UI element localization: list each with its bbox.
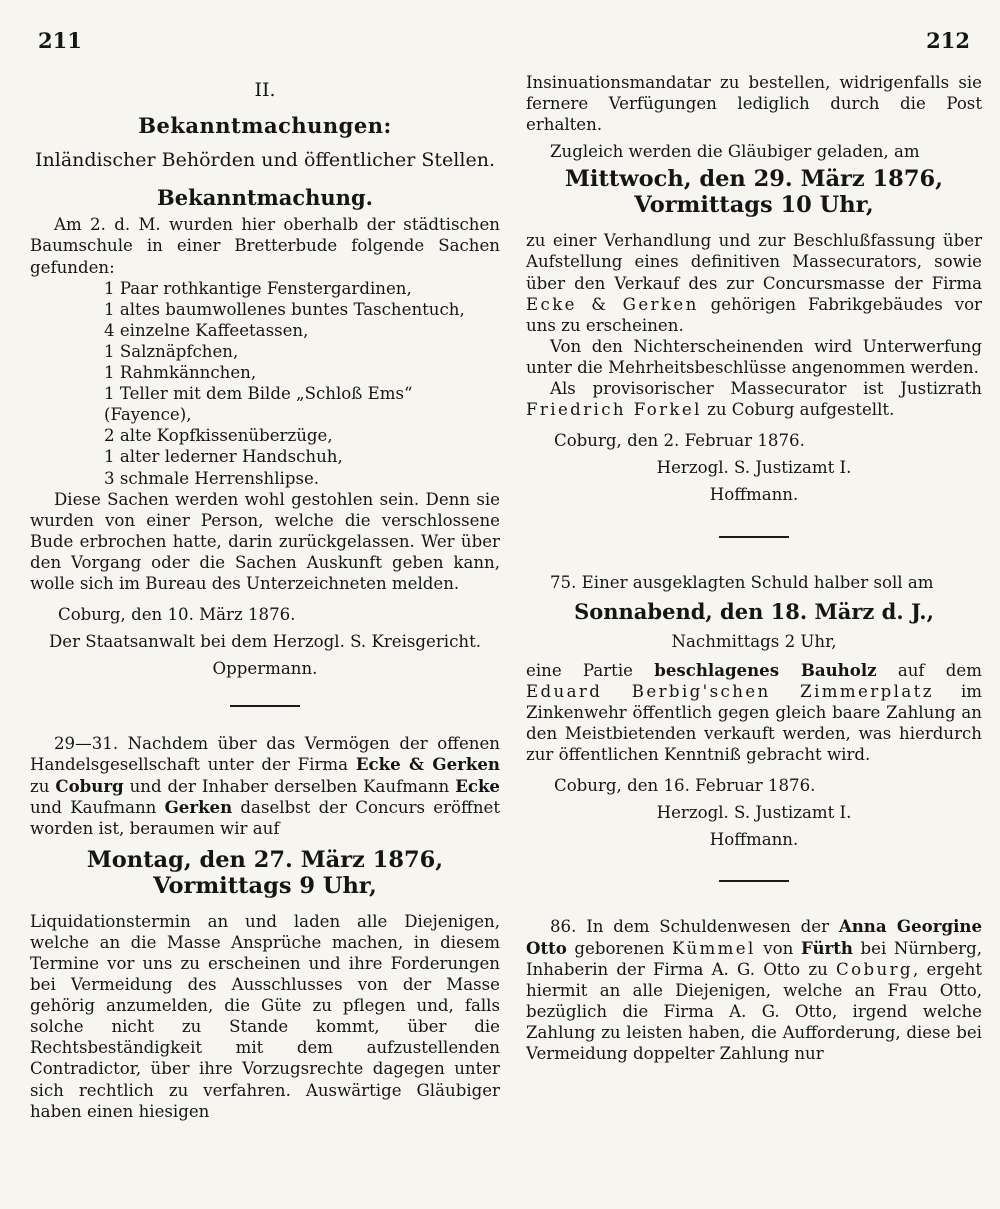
place-date: Coburg, den 2. Februar 1876. [554, 431, 805, 451]
maiden-name: Kümmel [672, 938, 756, 958]
signature: Hoffmann. [709, 830, 799, 850]
firm-name: Ecke & Gerken [526, 294, 699, 314]
auction-time: Nachmittags 2 Uhr, [671, 631, 837, 651]
divider [230, 705, 300, 707]
text: , ergeht hiermit an alle Diejenigen, welche an Frau Otto, bezüglich die Firma A. G. Otto, irgend welche Zahlung zu leisten haben, die Aufforderung, diese bei Vermeidung doppelter Zahlung nur [526, 959, 982, 1063]
text: 29—31. Nachdem über das Vermögen der offenen Handelsgesellschaft unter der Firma [30, 734, 500, 775]
place-date: Coburg, den 16. Februar 1876. [554, 776, 816, 796]
debt-notice [526, 916, 982, 1064]
firm-name: Ecke & Gerken [355, 754, 500, 775]
text: daselbst der Concurs eröffnet worden ist, beraumen wir auf [30, 797, 500, 838]
text: geborenen [566, 938, 673, 958]
page-number-left: 211 [38, 28, 82, 53]
list-item: 1 Teller mit dem Bilde „Schloß Ems“ (Fayence), [104, 384, 413, 425]
notice-intro: Am 2. d. M. wurden hier oberhalb der städtischen Baumschule in einer Bretterbude folgende Sachen gefunden: [30, 215, 500, 277]
text: zu [800, 959, 836, 979]
page-number-right: 212 [926, 28, 970, 53]
text: bei Nürnberg, Inhaberin der Firma [526, 938, 982, 979]
text: im Zinkenwehr öffentlich gegen gleich baare Zahlung an den Meistbietenden verkauft werden, was hierdurch zur öffentlichen Kenntniß gebracht wird. [526, 681, 982, 765]
list-item: 1 altes baumwollenes buntes Taschentuch, [104, 299, 465, 319]
city-name: Coburg [55, 775, 124, 796]
list-item: 3 schmale Herrenshlipse. [104, 468, 320, 488]
issuing-office: Herzogl. S. Justizamt I. [656, 803, 852, 823]
continuation-text: Insinuationsmandatar zu bestellen, widrigenfalls sie fernere Verfügungen lediglich durch die Post erhalten. [526, 73, 982, 135]
text: Als provisorischer Massecurator ist Justizrath [550, 379, 982, 399]
section-heading: Bekanntmachungen: [138, 113, 392, 139]
curator-name: Friedrich Forkel [526, 400, 702, 420]
concurs-notice-intro [30, 733, 500, 838]
list-item: 1 alter lederner Handschuh, [104, 447, 343, 467]
text: zu einer Verhandlung und zur Beschlußfassung über Aufstellung eines definitiven Massecurators, sowie über den Verkauf des zur Concursmasse der Firma [526, 231, 982, 293]
meeting-date [526, 166, 982, 218]
list-item: 2 alte Kopfkissenüberzüge, [104, 426, 333, 446]
text: zu [30, 776, 56, 796]
signature: Hoffmann. [709, 485, 799, 505]
text: eine Partie [526, 660, 655, 680]
right-column [526, 72, 982, 1064]
text: 86. In dem Schuldenwesen der [550, 917, 839, 937]
text: und der Inhaber derselben Kaufmann [123, 776, 456, 796]
auction-date: Sonnabend, den 18. März d. J., [574, 598, 934, 624]
list-item: 1 Salznäpfchen, [104, 341, 239, 361]
left-column [30, 72, 500, 1122]
list-item: 4 einzelne Kaffeetassen, [104, 320, 309, 340]
divider [719, 536, 789, 538]
goods-name: beschlagenes Bauholz [654, 659, 877, 680]
section-number: II. [254, 79, 276, 101]
signature: Oppermann. [212, 659, 318, 679]
auction-intro: 75. Einer ausgeklagten Schuld halber soll am [550, 572, 934, 592]
place-name: Eduard Berbig'schen Zimmerplatz [526, 681, 934, 701]
meeting-body [526, 230, 982, 335]
text: gehörigen Fabrikgebäudes vor uns zu erscheinen. [526, 294, 982, 335]
meeting-body-2: Von den Nichterscheinenden wird Unterwerfung unter die Mehrheitsbeschlüsse angenommen werden. [526, 336, 982, 377]
notice-body: Diese Sachen werden wohl gestohlen sein. Denn sie wurden von einer Person, welche die verschlossene Bude erbrochen hatte, darin zurückgelassen. Wer über den Vorgang oder die Sachen Auskunft geben kann, wolle sich im Bureau des Unterzeichneten melden. [30, 489, 500, 593]
issuing-office: Der Staatsanwalt bei dem Herzogl. S. Kreisgericht. [48, 632, 482, 652]
date-line: Mittwoch, den 29. März 1876, [565, 166, 943, 193]
text: von [755, 938, 801, 958]
text: und Kaufmann [30, 797, 165, 817]
auction-body [526, 660, 982, 765]
place-date: Coburg, den 10. März 1876. [58, 605, 296, 625]
text: auf dem [876, 660, 982, 680]
list-item: 1 Rahmkännchen, [104, 363, 257, 383]
city-name: Fürth [800, 937, 853, 958]
concurs-notice-body: Liquidationstermin an und laden alle Diejenigen, welche an die Masse Ansprüche machen, in diesem Termine vor uns zu erscheinen und ihre Forderungen bei Vermeidung des Ausschlusses von der Masse gehörig anzumelden, die Güte zu pflegen und, falls solche nicht zu Stande kommt, über die Rechtsbeständigkeit mit dem aufzustellenden Contradictor, über ihre Vorzugsrechte dagegen unter sich rechtlich zu verfahren. Auswärtige Gläubiger haben einen hiesigen [30, 911, 500, 1121]
divider [719, 880, 789, 882]
date-line: Montag, den 27. März 1876, [86, 846, 444, 873]
person-name: Anna Georgine Otto [526, 916, 982, 958]
list-item: 1 Paar rothkantige Fenstergardinen, [104, 278, 412, 298]
section-subheading: Inländischer Behörden und öffentlicher Stellen. [35, 149, 495, 172]
time-line: Vormittags 9 Uhr, [153, 872, 377, 899]
text: zu Coburg aufgestellt. [701, 400, 895, 420]
owner-name: Ecke [455, 775, 500, 796]
found-items-list [30, 278, 500, 489]
time-line: Vormittags 10 Uhr, [634, 192, 874, 219]
meeting-body-3 [526, 378, 982, 420]
notice-title: Bekanntmachung. [157, 185, 373, 211]
invite-text: Zugleich werden die Gläubiger geladen, am [550, 142, 920, 162]
owner-name: Gerken [164, 796, 233, 817]
city-name: Coburg [836, 959, 913, 979]
issuing-office: Herzogl. S. Justizamt I. [656, 458, 852, 478]
firm-name: A. G. Otto [711, 959, 801, 979]
hearing-date [30, 847, 500, 899]
